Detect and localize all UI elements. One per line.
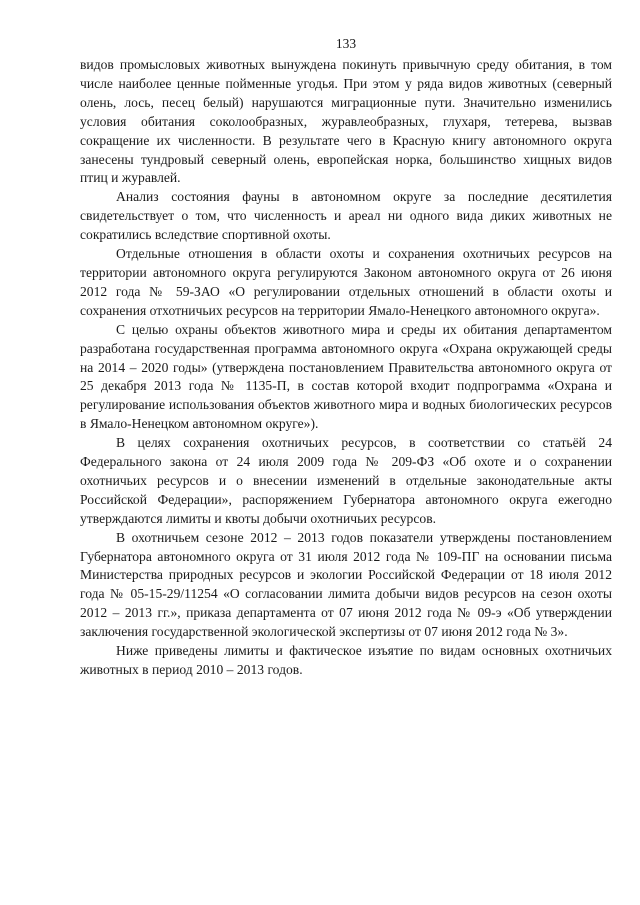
paragraph-1: видов промысловых животных вынуждена покинуть привычную среду обитания, в том числе наиболее ценные пойменные угодья. При этом у ряда видов животных (северный олень, лось, песец белый) нарушаются миграционные пути. Значительно изменились условия обитания соколообразных, журавлеобразных, глухаря, тетерева, вызвав сокращение их численности. В результате чего в Красную книгу автономного округа занесены тундровый северный олень, европейская норка, большинство хищных видов птиц и журавлей.	[80, 57, 612, 186]
paragraph-5: В целях сохранения охотничьих ресурсов, в соответствии со статьёй 24 Федерального закона от 24 июля 2009 года № 209-ФЗ «Об охоте и о сохранении охотничьих ресурсов и о внесении изменений в отдельные законодательные акты Российской Федерации», распоряжением Губернатора автономного округа ежегодно утверждаются лимиты и квоты добычи охотничьих ресурсов.	[80, 435, 612, 526]
document-body	[80, 56, 612, 680]
paragraph-3: Отдельные отношения в области охоты и сохранения охотничьих ресурсов на территории автономного округа регулируются Законом автономного округа от 26 июня 2012 года № 59-ЗАО «О регулировании отдельных отношений в области охоты и сохранения отхотничьих ресурсов на территории Ямало-Ненецкого автономного округа».	[80, 246, 612, 318]
paragraph-7: Ниже приведены лимиты и фактическое изъятие по видам основных охотничьих животных в период 2010 – 2013 годов.	[80, 643, 612, 677]
paragraph-2: Анализ состояния фауны в автономном округе за последние десятилетия свидетельствует о том, что численность и ареал ни одного вида диких животных не сократились вследствие спортивной охоты.	[80, 189, 612, 243]
paragraph-4: С целью охраны объектов животного мира и среды их обитания департаментом разработана государственная программа автономного округа «Охрана окружающей среды на 2014 – 2020 годы» (утверждена постановлением Правительства автономного округа от 25 декабря 2013 года № 1135-П, в состав которой входит подпрограмма «Охрана и регулирование использования объектов животного мира и водных биологических ресурсов в Ямало-Ненецком автономном округе»).	[80, 321, 612, 432]
paragraph-6: В охотничьем сезоне 2012 – 2013 годов показатели утверждены постановлением Губернатора автономного округа от 31 июля 2012 года № 109-ПГ на основании письма Министерства природных ресурсов и экологии Российской Федерации от 18 июля 2012 года № 05-15-29/11254 «О согласовании лимита добычи видов ресурсов на сезон охоты 2012 – 2013 гг.», приказа департамента от 07 июня 2012 года № 09-э «Об утверждении заключения государственной экологической экспертизы от 07 июня 2012 года № 3».	[80, 529, 612, 640]
page-number: 133	[335, 36, 357, 51]
